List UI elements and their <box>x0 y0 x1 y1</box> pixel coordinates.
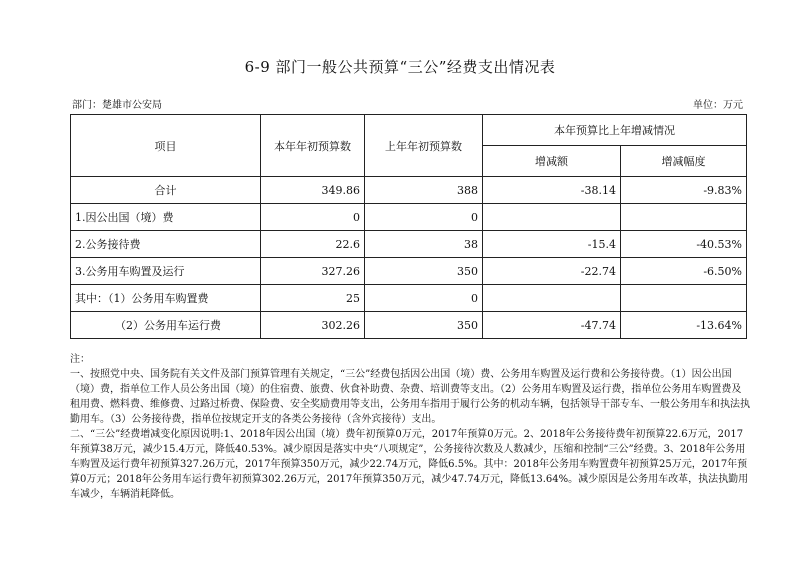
cell-rate: -13.64% <box>621 312 747 339</box>
cell-rate: -6.50% <box>621 258 747 285</box>
cell-rate <box>621 204 747 231</box>
cell-previous: 0 <box>365 204 483 231</box>
cell-amount: -22.74 <box>483 258 621 285</box>
cell-current: 327.26 <box>261 258 365 285</box>
unit-label: 单位：万元 <box>693 100 743 111</box>
cell-previous: 388 <box>365 177 483 204</box>
expense-table <box>70 114 747 339</box>
cell-current: 349.86 <box>261 177 365 204</box>
cell-current: 0 <box>261 204 365 231</box>
header-change-amount: 增减额 <box>483 146 621 177</box>
cell-amount: -15.4 <box>483 231 621 258</box>
header-previous: 上年年初预算数 <box>365 115 483 177</box>
cell-current: 22.6 <box>261 231 365 258</box>
cell-previous: 0 <box>365 285 483 312</box>
table-row <box>71 312 747 339</box>
cell-current: 302.26 <box>261 312 365 339</box>
cell-amount <box>483 285 621 312</box>
page-title: 6-9 部门一般公共预算“三公”经费支出情况表 <box>244 58 556 76</box>
table-row <box>71 177 747 204</box>
table-row <box>71 204 747 231</box>
notes-section <box>70 352 750 502</box>
header-current: 本年年初预算数 <box>261 115 365 177</box>
cell-item: 2.公务接待费 <box>71 231 261 258</box>
table-row <box>71 258 747 285</box>
table-row <box>71 285 747 312</box>
notes-paragraph: 二、“三公”经费增减变化原因说明:1、2018年因公出国（境）费年初预算0万元，2017年预算0万元。2、2018年公务接待费年初预算22.6万元，2017年预算38万元，减少15.4万元，降低40.53%。减少原因是落实中央“八项规定”，公务接待次数及人数减少，压缩和控制“三公”经费。3、2018年公务用车购置及运行费年初预算327.26万元，2017年预算350万元，减少22.74万元，降低6.5%。其中：2018年公务用车购置费年初预算25万元，2017年预算0万元；2018年公务用车运行费年初预算302.26万元，2017年预算350万元，减少47.74万元，降低13.64%。减少原因是公务用车改革，执法执勤用车减少，车辆消耗降低。 <box>70 429 749 500</box>
cell-item: 合计 <box>71 177 261 204</box>
table-row <box>71 231 747 258</box>
cell-amount <box>483 204 621 231</box>
header-change-rate: 增减幅度 <box>621 146 747 177</box>
header-item: 项目 <box>71 115 261 177</box>
department-label: 部门：楚雄市公安局 <box>72 100 162 111</box>
cell-rate <box>621 285 747 312</box>
notes-heading: 注： <box>70 354 90 365</box>
cell-amount: -38.14 <box>483 177 621 204</box>
cell-item: 1.因公出国（境）费 <box>71 204 261 231</box>
cell-previous: 38 <box>365 231 483 258</box>
cell-amount: -47.74 <box>483 312 621 339</box>
cell-item: 其中：（1）公务用车购置费 <box>71 285 261 312</box>
cell-item: 3.公务用车购置及运行 <box>71 258 261 285</box>
cell-previous: 350 <box>365 312 483 339</box>
cell-item: （2）公务用车运行费 <box>71 312 261 339</box>
cell-rate: -9.83% <box>621 177 747 204</box>
cell-previous: 350 <box>365 258 483 285</box>
notes-paragraph: 一、按照党中央、国务院有关文件及部门预算管理有关规定，“三公”经费包括因公出国（境）费、公务用车购置及运行费和公务接待费。（1）因公出国（境）费，指单位工作人员公务出国（境）的住宿费、旅费、伙食补助费、杂费、培训费等支出。（2）公务用车购置及运行费，指单位公务用车购置费及租用费、燃料费、维修费、过路过桥费、保险费、安全奖励费用等支出，公务用车指用于履行公务的机动车辆，包括领导干部专车、一般公务用车和执法执勤用车。（3）公务接待费，指单位按规定开支的各类公务接待（含外宾接待）支出。 <box>70 369 750 425</box>
header-change-group: 本年预算比上年增减情况 <box>483 115 747 146</box>
cell-current: 25 <box>261 285 365 312</box>
cell-rate: -40.53% <box>621 231 747 258</box>
